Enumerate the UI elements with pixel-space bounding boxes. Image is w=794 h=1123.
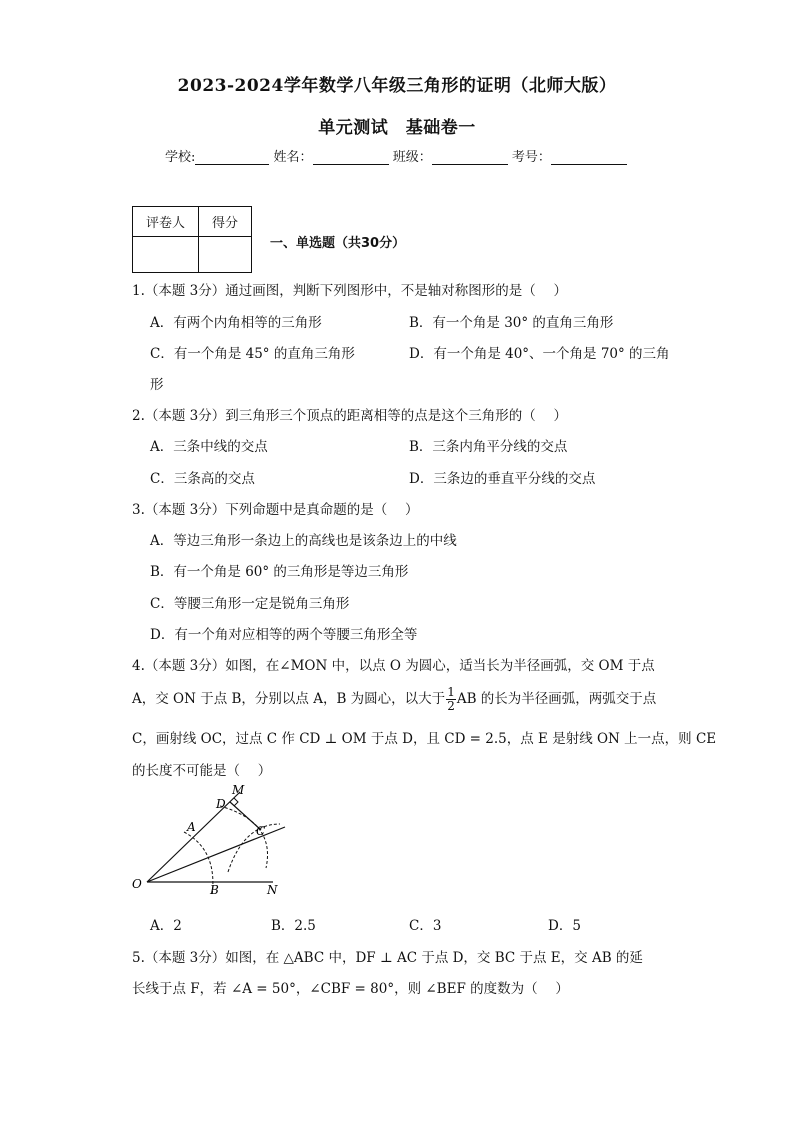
arc-from-b — [228, 824, 280, 872]
q3-option-b: B．有一个角是 60° 的三角形是等边三角形 — [150, 564, 409, 580]
fraction-denominator: 2 — [447, 699, 455, 713]
question-5-line-1: 5.（本题 3分）如图，在 △ABC 中，DF ⊥ AC 于点 D，交 BC 于点 E，交 AB 的延 — [132, 950, 643, 966]
question-4-line-4: 的长度不可能是（ ） — [132, 763, 272, 779]
q2-option-a: A．三条中线的交点 — [150, 439, 268, 455]
label-a: A — [187, 820, 196, 834]
label-b: B — [210, 883, 219, 897]
question-4-line-2 — [132, 686, 656, 713]
q2-option-d: D．三条边的垂直平分线的交点 — [409, 471, 596, 487]
score-header: 得分 — [199, 207, 252, 237]
label-o: O — [132, 877, 142, 891]
question-1-stem: 1.（本题 3分）通过画图，判断下列图形中，不是轴对称图形的是（ ） — [132, 283, 568, 299]
exam-title: 2023-2024学年数学八年级三角形的证明（北师大版） — [177, 76, 617, 96]
q3-option-a: A．等边三角形一条边上的高线也是该条边上的中线 — [150, 533, 457, 549]
q4-option-b: B．2.5 — [271, 918, 316, 934]
fraction-numerator: 1 — [447, 685, 455, 699]
score-table — [132, 206, 252, 273]
q1-option-c: C．有一个角是 45° 的直角三角形 — [150, 346, 355, 362]
ray-om — [147, 792, 240, 882]
class-field[interactable] — [432, 150, 508, 165]
question-4-line-1: 4.（本题 3分）如图，在∠MON 中，以点 O 为圆心，适当长为半径画弧，交 OM 于点 — [132, 658, 655, 674]
q4-option-d: D．5 — [548, 918, 581, 934]
label-n: N — [267, 883, 278, 897]
student-info-row — [165, 146, 627, 165]
grader-cell[interactable] — [133, 237, 199, 273]
label-c: C — [256, 824, 266, 838]
q1-option-d: D．有一个角是 40°、一个角是 70° 的三角 — [409, 346, 670, 362]
q1-option-b: B．有一个角是 30° 的直角三角形 — [409, 315, 614, 331]
label-m: M — [232, 783, 245, 797]
q1-option-d-wrap: 形 — [150, 377, 164, 393]
question-2-stem: 2.（本题 3分）到三角形三个顶点的距离相等的点是这个三角形的（ ） — [132, 408, 568, 424]
question-5-line-2: 长线于点 F，若 ∠A = 50°，∠CBF = 80°，则 ∠BEF 的度数为（ ） — [132, 981, 569, 997]
q4-option-c: C．3 — [409, 918, 442, 934]
name-label: 姓名： — [273, 150, 313, 165]
q2-option-c: C．三条高的交点 — [150, 471, 255, 487]
number-field[interactable] — [551, 150, 627, 165]
q1-option-a: A．有两个内角相等的三角形 — [150, 315, 322, 331]
section-title: 一、单选题（共30分） — [270, 236, 406, 251]
right-angle-mark — [234, 798, 238, 806]
label-d: D — [216, 797, 226, 811]
q3-option-d: D．有一个角对应相等的两个等腰三角形全等 — [150, 627, 418, 643]
score-cell[interactable] — [199, 237, 252, 273]
grader-header: 评卷人 — [133, 207, 199, 237]
class-label: 班级： — [392, 150, 432, 165]
school-label: 学校: — [165, 150, 196, 165]
q2-option-b: B．三条内角平分线的交点 — [409, 439, 568, 455]
q4-option-a: A．2 — [150, 918, 182, 934]
name-field[interactable] — [313, 150, 389, 165]
q4-line-2-start: A，交 ON 于点 B，分别以点 A，B 为圆心，以大于 — [132, 691, 446, 707]
school-field[interactable] — [195, 150, 269, 165]
angle-bisector-figure — [128, 782, 298, 900]
number-label: 考号： — [511, 150, 551, 165]
q3-option-c: C．等腰三角形一定是锐角三角形 — [150, 596, 350, 612]
question-4-line-3: C，画射线 OC，过点 C 作 CD ⊥ OM 于点 D，且 CD = 2.5，点 E 是射线 ON 上一点，则 CE — [132, 731, 717, 747]
question-3-stem: 3.（本题 3分）下列命题中是真命题的是（ ） — [132, 502, 419, 518]
exam-subtitle: 单元测试 基础卷一 — [318, 118, 476, 138]
q4-line-2-end: AB 的长为半径画弧，两弧交于点 — [456, 691, 657, 707]
one-half-fraction — [446, 686, 456, 713]
